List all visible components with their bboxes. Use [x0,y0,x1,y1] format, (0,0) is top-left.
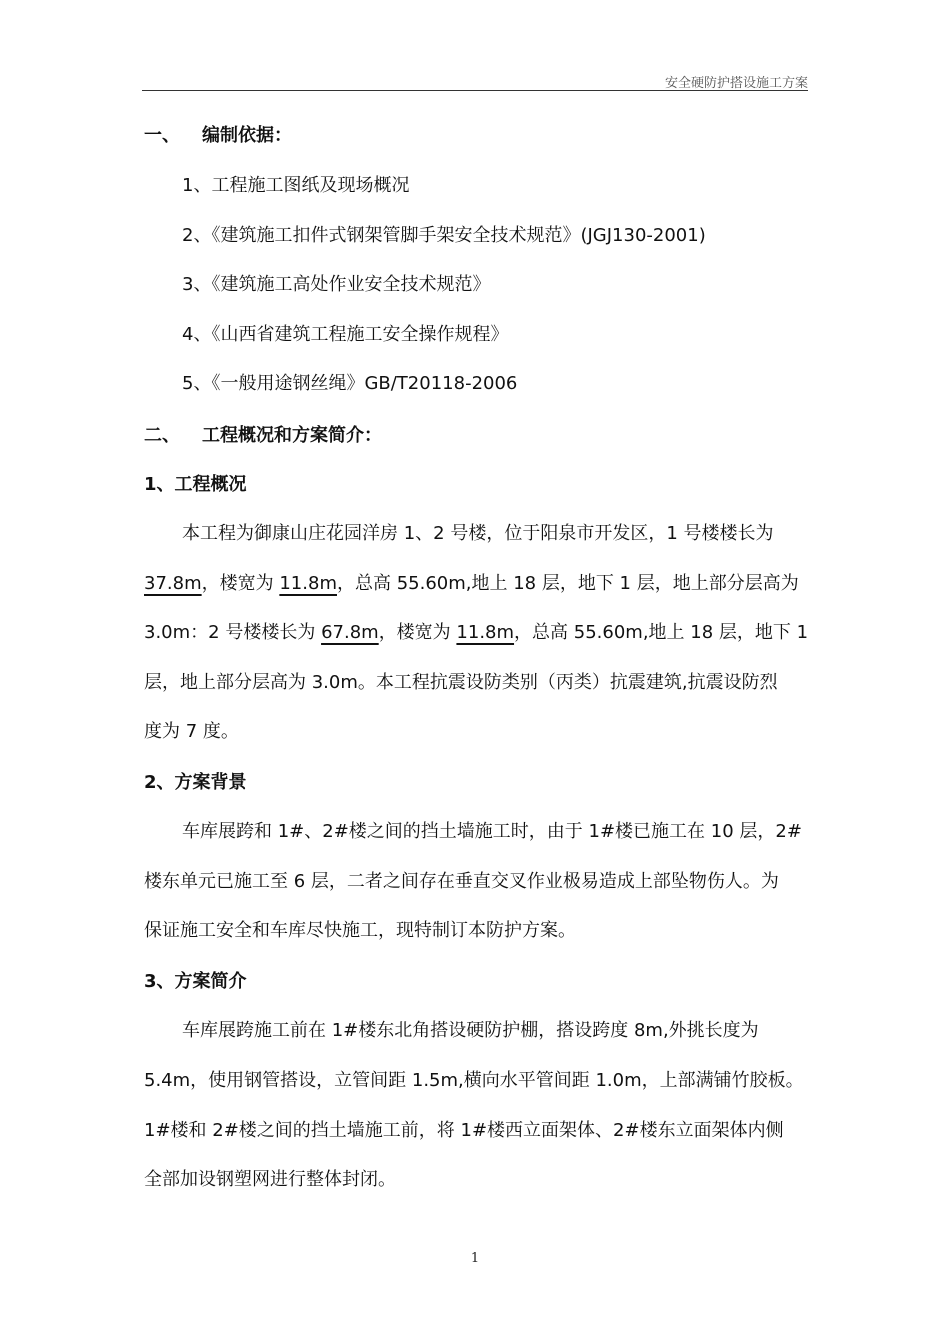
paragraph-line: 楼东单元已施工至 6 层，二者之间存在垂直交叉作业极易造成上部坠物伤人。为 [144,871,779,892]
running-header: 安全硬防护搭设施工方案 [664,76,808,91]
underlined-value: 37.8m [144,573,202,594]
text-run: 3.0m：2 号楼楼长为 [144,622,322,643]
paragraph-line: 保证施工安全和车库尽快施工，现特制订本防护方案。 [144,920,576,941]
section-heading-1 [144,124,808,148]
paragraph-line: 全部加设钢塑网进行整体封闭。 [144,1169,396,1190]
paragraph-line: 1#楼和 2#楼之间的挡土墙施工前，将 1#楼西立面架体、2#楼东立面架体内侧 [144,1120,784,1141]
paragraph-line: 层，地上部分层高为 3.0m。本工程抗震设防类别（丙类）抗震建筑,抗震设防烈 [144,672,778,693]
underlined-value: 67.8m [321,622,379,643]
paragraph-line [144,572,808,596]
reference-item: 1、工程施工图纸及现场概况 [182,175,410,196]
header-rule [142,90,808,91]
underlined-value: 11.8m [279,573,337,594]
page-number: 1 [470,1251,480,1266]
subsection-heading: 3、方案简介 [144,971,247,992]
reference-item: 5、《一般用途钢丝绳》GB/T20118-2006 [182,373,518,394]
text-run: ，楼宽为 [378,622,457,643]
reference-item: 3、《建筑施工高处作业安全技术规范》 [182,274,491,295]
text-run: ，总高 55.60m,地上 18 层，地下 1 层，地上部分层高为 [336,573,799,594]
reference-item: 2、《建筑施工扣件式钢架管脚手架安全技术规范》(JGJ130-2001) [182,225,706,246]
paragraph-line: 度为 7 度。 [144,721,239,742]
section-title: 编制依据： [202,125,292,146]
section-title: 工程概况和方案简介： [202,425,382,446]
underlined-value: 11.8m [456,622,515,643]
section-heading-2 [144,424,808,448]
subsection-heading: 1、工程概况 [144,474,247,495]
section-number: 二、 [144,425,180,446]
reference-item: 4、《山西省建筑工程施工安全操作规程》 [182,324,509,345]
paragraph-line: 车库展跨施工前在 1#楼东北角搭设硬防护棚，搭设跨度 8m,外挑长度为 [182,1020,759,1041]
paragraph-line: 本工程为御康山庄花园洋房 1、2 号楼，位于阳泉市开发区，1 号楼楼长为 [182,523,774,544]
paragraph-line: 车库展跨和 1#、2#楼之间的挡土墙施工时，由于 1#楼已施工在 10 层，2# [182,821,802,842]
paragraph-line [144,621,808,645]
subsection-heading: 2、方案背景 [144,772,247,793]
paragraph-line: 5.4m，使用钢管搭设，立管间距 1.5m,横向水平管间距 1.0m，上部满铺竹胶板。 [144,1070,804,1091]
section-number: 一、 [144,125,180,146]
text-run: ，楼宽为 [201,573,280,594]
text-run: ，总高 55.60m,地上 18 层，地下 1 [514,622,809,643]
